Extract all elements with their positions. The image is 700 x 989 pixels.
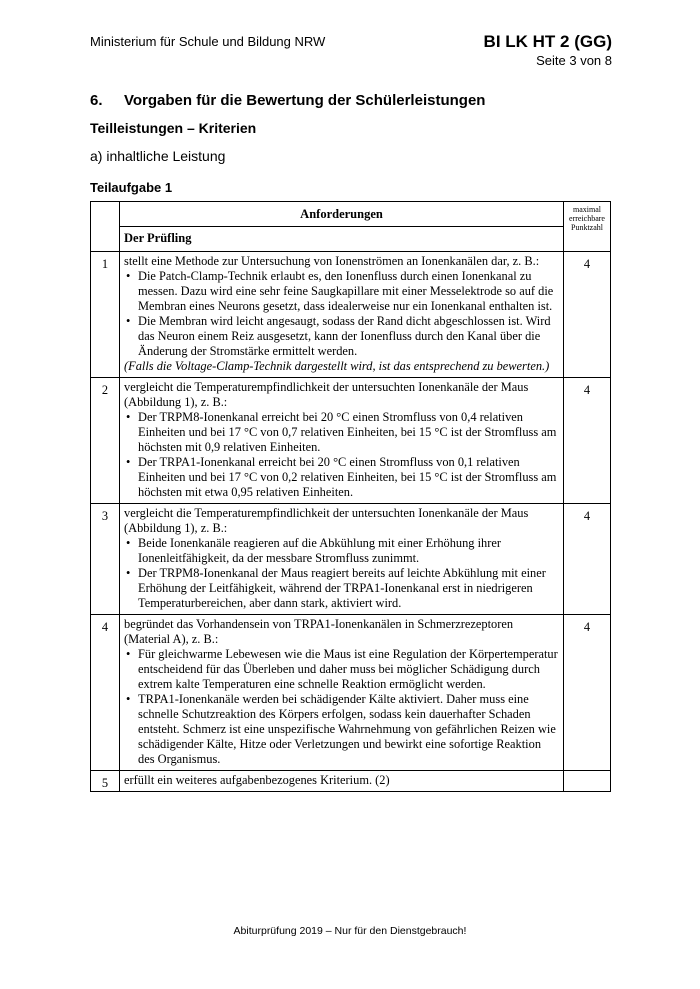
criteria-row <box>91 771 611 792</box>
header-requirements: Anforderungen <box>120 202 564 227</box>
criterion-intro: vergleicht die Temperaturempfindlichkeit der untersuchten Ionenkanäle der Maus (Abbildung 1), z. B.: <box>124 380 529 409</box>
criterion-points <box>564 771 611 792</box>
page-number: Seite 3 von 8 <box>536 53 612 68</box>
table-header-row <box>91 202 611 227</box>
subsection-title: Teilleistungen – Kriterien <box>90 120 257 136</box>
criteria-row <box>91 504 611 615</box>
table-subheader-row <box>91 227 611 252</box>
criterion-points: 4 <box>564 252 611 378</box>
criterion-bullet-list <box>124 269 559 359</box>
document-header <box>484 32 612 68</box>
criterion-bullet: • Der TRPM8-Ionenkanal der Maus reagiert bereits auf leichte Abkühlung mit einer Erhöhung der Leitfähigkeit, während der TRPA1-Ionenkanal erst in niedrigeren Temperaturbereichen, aber dann stark, aktiviert wird. <box>138 566 559 611</box>
criterion-number: 1 <box>91 252 120 378</box>
criterion-points: 4 <box>564 504 611 615</box>
task-title: Teilaufgabe 1 <box>90 180 173 195</box>
criterion-bullet: • Der TRPM8-Ionenkanal erreicht bei 20 °C einen Stromfluss von 0,4 relativen Einheiten und bei 17 °C von 0,7 relativen Einheiten, bei 15 °C ist der Stromfluss am höchsten mit 0,9 relativen Einheiten. <box>138 410 559 455</box>
header-examinee: Der Prüfling <box>120 227 564 252</box>
criteria-table <box>90 201 611 792</box>
criterion-number: 5 <box>91 771 120 792</box>
criterion-intro: begründet das Vorhandensein von TRPA1-Ionenkanälen in Schmerzrezeptoren (Material A), z. B.: <box>124 617 514 646</box>
header-points: maximal erreichbare Punktzahl <box>564 202 611 252</box>
criteria-row <box>91 615 611 771</box>
criterion-number: 3 <box>91 504 120 615</box>
criterion-content <box>120 252 564 378</box>
criterion-note: (Falls die Voltage-Clamp-Technik dargestellt wird, ist das entsprechend zu bewerten.) <box>124 359 550 373</box>
criterion-intro: erfüllt ein weiteres aufgabenbezogenes Kriterium. (2) <box>124 773 390 787</box>
criterion-intro: stellt eine Methode zur Untersuchung von Ionenströmen an Ionenkanälen dar, z. B.: <box>124 254 540 268</box>
header-num-cell <box>91 202 120 252</box>
criterion-points: 4 <box>564 615 611 771</box>
criterion-bullet: • TRPA1-Ionenkanäle werden bei schädigender Kälte aktiviert. Daher muss eine schnelle Schutzreaktion des Körpers erfolgen, sodass kein dauerhafter Schaden entsteht. Schmerz ist eine unspezifische Wahrnehmung von gefährlichen Reizen wie schädigender Kälte, Hitze oder Verletzungen und bewirkt eine sofortige Reaktion des Organismus. <box>138 692 559 767</box>
criterion-content <box>120 615 564 771</box>
exam-code: BI LK HT 2 (GG) <box>483 32 612 51</box>
criterion-bullet-list <box>124 536 559 611</box>
criterion-bullet-list <box>124 410 559 500</box>
criterion-points: 4 <box>564 378 611 504</box>
criterion-intro: vergleicht die Temperaturempfindlichkeit der untersuchten Ionenkanäle der Maus (Abbildung 1), z. B.: <box>124 506 529 535</box>
criteria-row <box>91 378 611 504</box>
section-title-text: Vorgaben für die Bewertung der Schülerleistungen <box>124 92 486 109</box>
criteria-row <box>91 252 611 378</box>
criterion-bullet: • Der TRPA1-Ionenkanal erreicht bei 20 °C einen Stromfluss von 0,1 relativen Einheiten und bei 17 °C von 0,2 relativen Einheiten, bei 15 °C ist der Stromfluss am höchsten mit etwa 0,95 relativen Einheiten. <box>138 455 559 500</box>
section-number: 6. <box>90 92 103 109</box>
criterion-bullet: • Die Patch-Clamp-Technik erlaubt es, den Ionenfluss durch einen Ionenkanal zu messen. Dazu wird eine sehr feine Saugkapillare mit einer Messelektrode so auf die Membran eines Neurons gesetzt, dass idealerweise nur ein Ionenkanal enthalten ist. <box>138 269 559 314</box>
ministry-name: Ministerium für Schule und Bildung NRW <box>90 34 326 49</box>
criterion-number: 2 <box>91 378 120 504</box>
criterion-bullet: • Die Membran wird leicht angesaugt, sodass der Rand dicht abgeschlossen ist. Wird das Neuron einem Reiz ausgesetzt, kann der Ionenfluss durch den Kanal über die Änderung der Stromstärke ermittelt werden. <box>138 314 559 359</box>
criterion-content <box>120 771 564 792</box>
section-title <box>90 92 485 109</box>
criterion-bullet: • Beide Ionenkanäle reagieren auf die Abkühlung mit einer Erhöhung ihrer Ionenleitfähigkeit, da der messbare Stromfluss zunimmt. <box>138 536 559 566</box>
criterion-bullet: • Für gleichwarme Lebewesen wie die Maus ist eine Regulation der Körpertemperatur entscheidend für das Überleben und daher muss bei möglicher Schädigung durch extrem kalte Temperaturen eine schnelle Reaktion ermöglicht werden. <box>138 647 559 692</box>
criterion-content <box>120 378 564 504</box>
footer-note: Abiturprüfung 2019 – Nur für den Dienstgebrauch! <box>233 925 467 937</box>
criterion-bullet-list <box>124 647 559 767</box>
performance-type: a) inhaltliche Leistung <box>90 148 226 164</box>
criterion-number: 4 <box>91 615 120 771</box>
criterion-content <box>120 504 564 615</box>
